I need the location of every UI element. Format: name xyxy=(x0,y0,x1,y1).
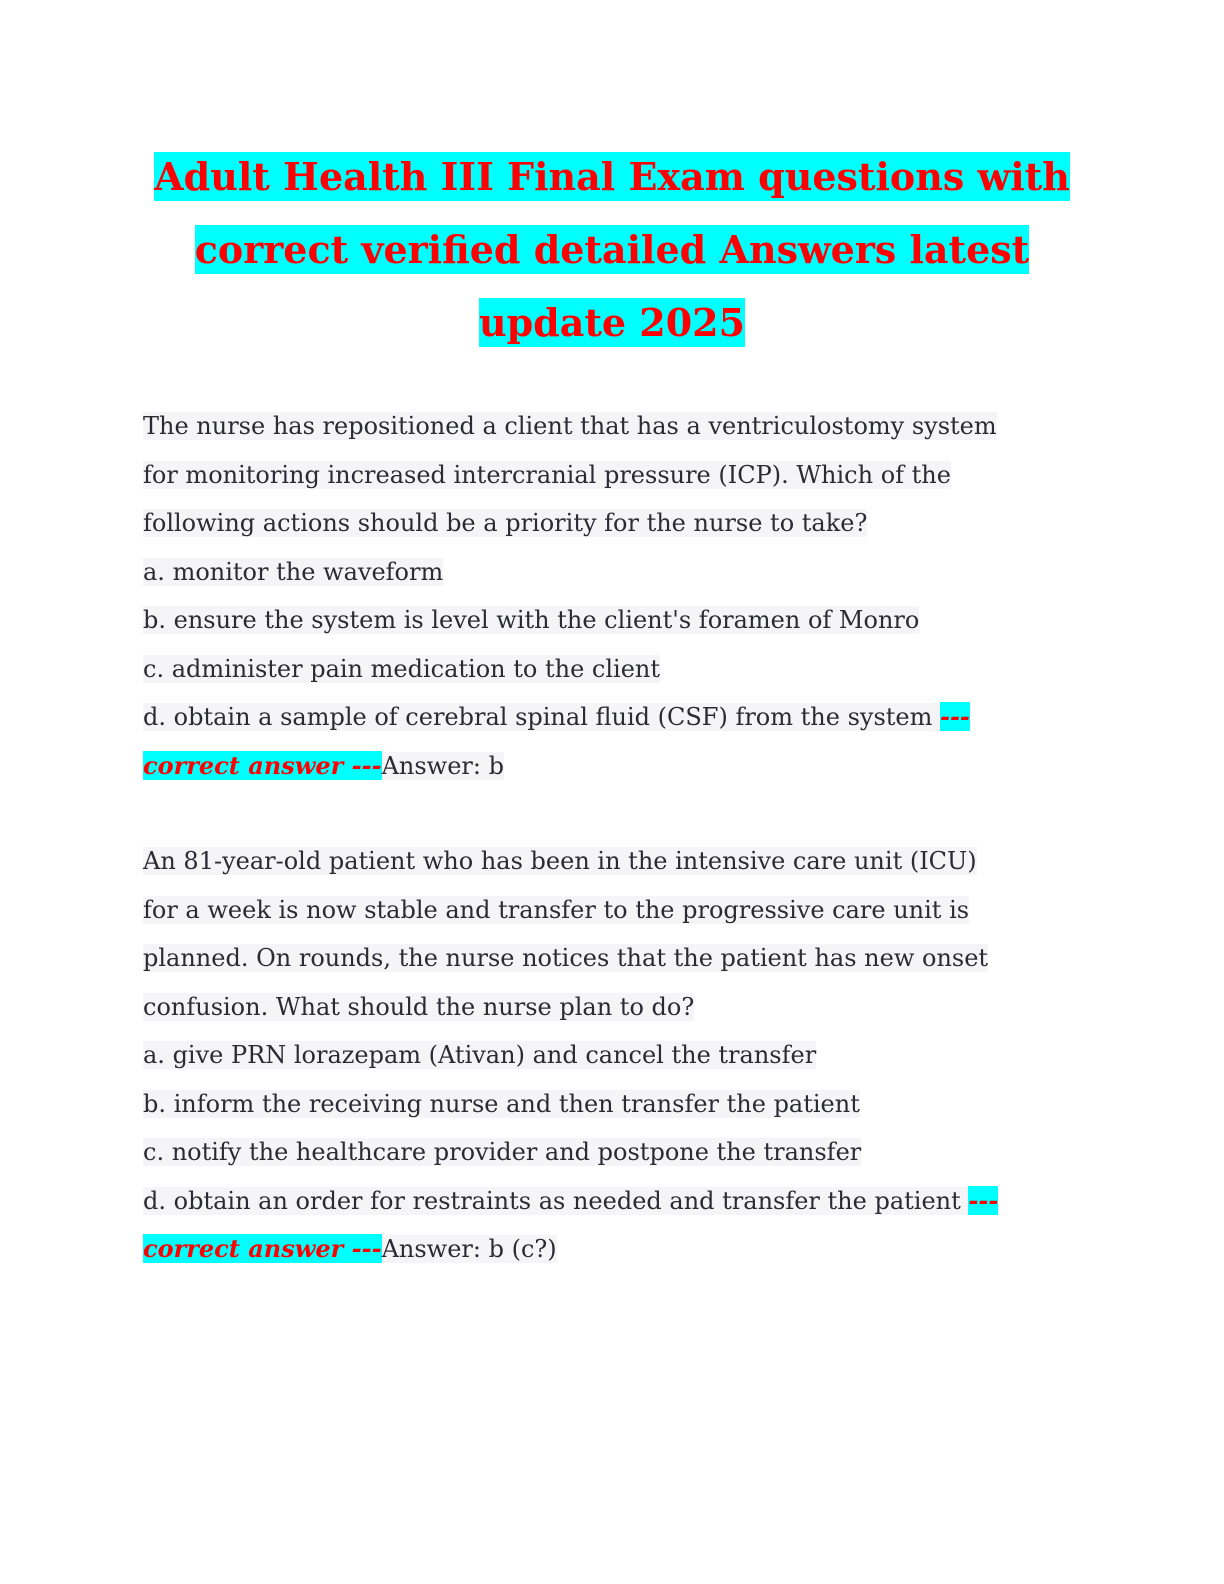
document-title xyxy=(120,140,1104,359)
title-line-3: update 2025 xyxy=(478,300,746,345)
option-d: d. obtain a sample of cerebral spinal fluid (CSF) from the system xyxy=(143,703,940,731)
question-stem-line: for monitoring increased intercranial pressure (ICP). Which of the xyxy=(143,460,951,489)
title-line-1: Adult Health III Final Exam questions with xyxy=(154,154,1070,199)
option-b: b. ensure the system is level with the client's foramen of Monro xyxy=(143,606,920,634)
question-stem-line: planned. On rounds, the nurse notices that the patient has new onset xyxy=(143,944,989,972)
question-2 xyxy=(143,837,1083,1274)
correct-answer-marker: correct answer --- xyxy=(143,750,382,780)
answer-text: Answer: b xyxy=(381,751,504,780)
correct-answer-marker: --- xyxy=(940,702,970,731)
question-1 xyxy=(143,402,1083,790)
question-stem-line: An 81-year-old patient who has been in the intensive care unit (ICU) xyxy=(143,847,977,875)
option-a: a. monitor the waveform xyxy=(143,557,444,586)
option-c: c. administer pain medication to the client xyxy=(143,654,660,683)
option-b: b. inform the receiving nurse and then transfer the patient xyxy=(143,1089,860,1118)
option-d: d. obtain an order for restraints as needed and transfer the patient xyxy=(143,1186,969,1215)
title-line-2: correct verified detailed Answers latest xyxy=(194,227,1030,272)
correct-answer-marker: correct answer --- xyxy=(143,1234,382,1263)
option-a: a. give PRN lorazepam (Ativan) and cancel the transfer xyxy=(143,1041,817,1069)
option-c: c. notify the healthcare provider and postpone the transfer xyxy=(143,1138,862,1166)
answer-text: Answer: b (c?) xyxy=(381,1235,557,1263)
question-stem-line: for a week is now stable and transfer to the progressive care unit is xyxy=(143,895,970,924)
question-stem-line: The nurse has repositioned a client that has a ventriculostomy system xyxy=(143,412,997,440)
question-stem-line: confusion. What should the nurse plan to do? xyxy=(143,992,695,1021)
question-stem-line: following actions should be a priority for the nurse to take? xyxy=(143,509,868,537)
correct-answer-marker: --- xyxy=(968,1185,999,1215)
